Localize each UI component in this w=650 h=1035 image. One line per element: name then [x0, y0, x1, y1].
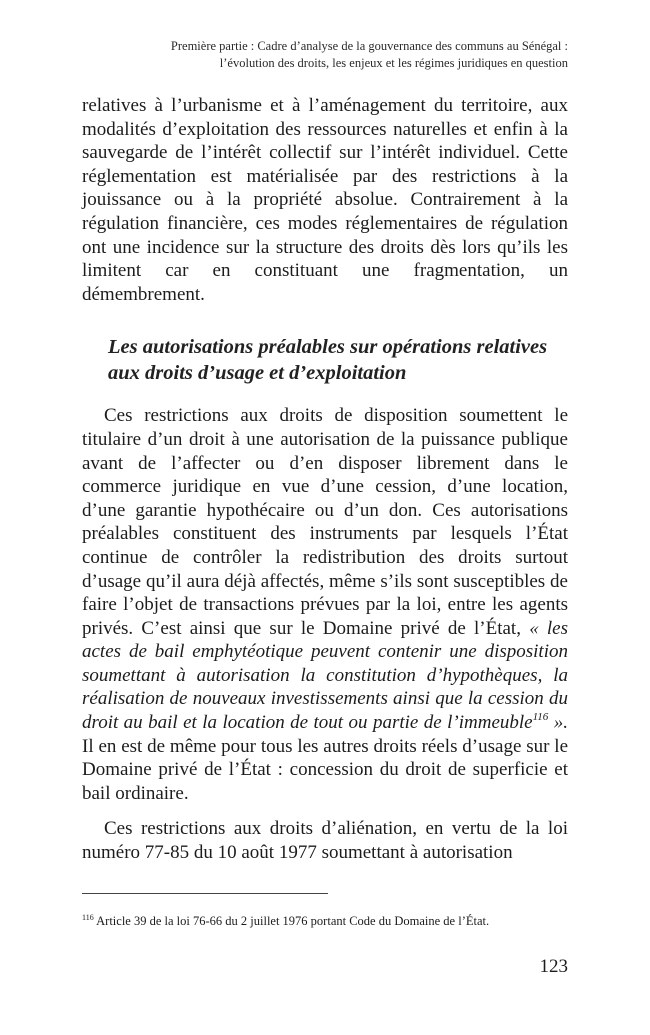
running-header-line-2: l’évolution des droits, les enjeux et les régimes juridiques en question — [219, 56, 568, 70]
section-heading-line-2: aux droits d’usage et d’exploitation — [108, 362, 407, 385]
footnote-number: 116 — [82, 913, 94, 922]
page-number: 123 — [539, 956, 568, 977]
footnote-reference: 116 — [532, 711, 549, 724]
running-header-line-1: Première partie : Cadre d’analyse de la gouvernance des communs au Sénégal : — [170, 39, 568, 53]
quotation-close: ». — [548, 712, 568, 734]
paragraph-1: relatives à l’urbanisme et à l’aménagement du territoire, aux modalités d’exploitation des ressources naturelles et enfin à la sauvegarde de l’intérêt collectif sur l’intérêt individuel. Cette réglementation est matérialisée par des restrictions à la jouissance ou à la propriété absolue. Contrairement à la régulation financière, ces modes réglementaires de régulation ont une incidence sur la structure des droits dès lors qu’ils les limitent car en constituant une fragmentation, un démembrement. — [82, 95, 568, 305]
main-text — [82, 94, 568, 865]
footnote-separator — [82, 893, 328, 894]
running-header — [68, 38, 568, 72]
paragraph-2 — [82, 404, 568, 805]
paragraph-2-continuation: Il en est de même pour tous les autres droits réels d’usage sur le Domaine privé de l’État : concession du droit de superficie et bail ordinaire. — [82, 735, 568, 804]
footnote — [82, 913, 568, 929]
paragraph-3: Ces restrictions aux droits d’aliénation, en vertu de la loi numéro 77-85 du 10 août 1977 soumettant à autorisation — [82, 818, 568, 864]
section-heading — [108, 334, 568, 386]
paragraph-2-text: Ces restrictions aux droits de disposition soumettent le titulaire d’un droit à une autorisation de la puissance publique avant de l’affecter ou d’en disposer librement dans le commerce juridique en vue d’une cession, d’une location, d’une garantie hypothécaire ou d’un don. Ces autorisations préalables constituent des instruments par lesquels l’État continue de contrôler la redistribution des droits surtout d’usage qu’il aura déjà affectés, même s’ils sont susceptibles de faire l’objet de transactions prévues par la loi, entre les agents privés. C’est ainsi que sur le Domaine privé de l’État, — [82, 405, 568, 639]
footnote-text: Article 39 de la loi 76-66 du 2 juillet 1976 portant Code du Domaine de l’État. — [96, 914, 490, 928]
section-heading-line-1: Les autorisations préalables sur opérations relatives — [108, 336, 548, 359]
quotation-text: « les actes de bail emphytéotique peuvent contenir une disposition soumettant à autorisation la constitution d’hypothèques, la réalisation de nouveaux investissements ainsi que la cession du droit au bail et la location de tout ou partie de l’immeuble — [82, 617, 568, 734]
